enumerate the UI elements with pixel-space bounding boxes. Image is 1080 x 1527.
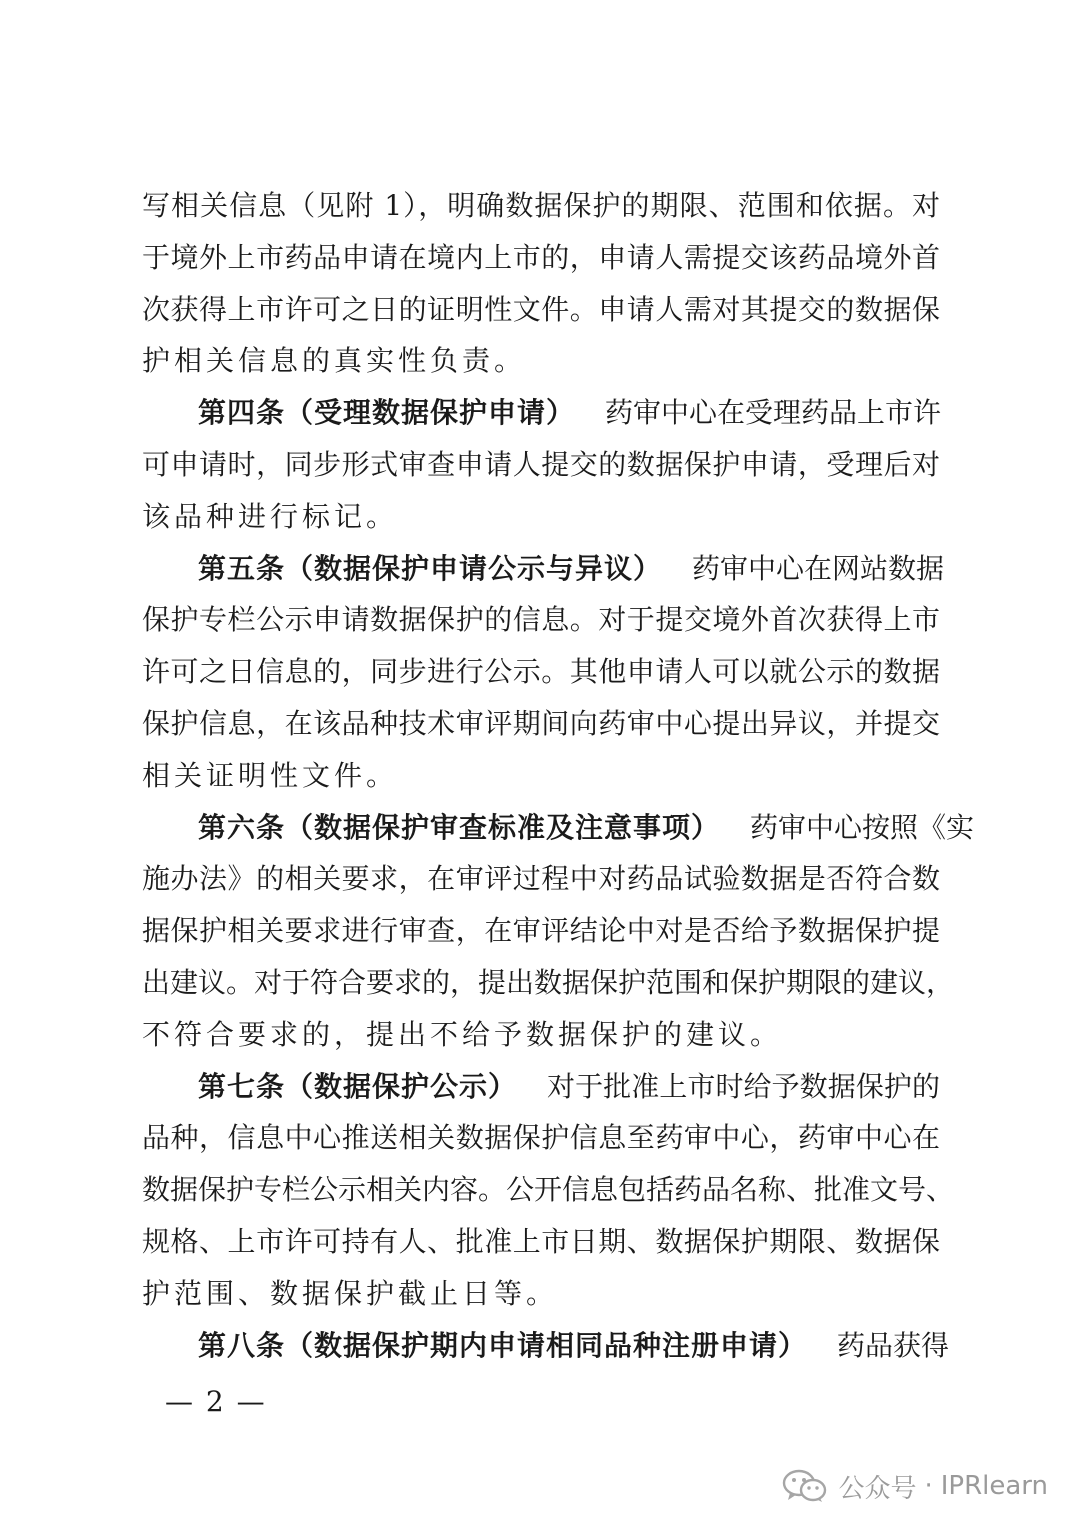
text-line: 不符合要求的，提出不给予数据保护的建议。 <box>142 1017 783 1051</box>
text-line: 据保护相关要求进行审查，在审评结论中对是否给予数据保护提 <box>142 914 940 948</box>
text-line: 于境外上市药品申请在境内上市的，申请人需提交该药品境外首 <box>142 240 940 274</box>
text-line: 品种，信息中心推送相关数据保护信息至药审中心，药审中心在 <box>142 1121 940 1155</box>
wechat-watermark <box>782 1466 1048 1506</box>
text-line: 数据保护专栏公示相关内容。公开信息包括药品名称、批准文号、 <box>142 1173 955 1207</box>
watermark-separator: · <box>924 1471 933 1501</box>
text-line: 保护信息，在该品种技术审评期间向药审中心提出异议，并提交 <box>142 706 940 740</box>
article-heading: 第四条（受理数据保护申请） <box>198 396 576 430</box>
article-heading: 第八条（数据保护期内申请相同品种注册申请） <box>198 1328 808 1362</box>
article-6-first-line: 第六条（数据保护审查标准及注意事项） 药审中心按照《实 <box>142 802 940 854</box>
article-8-first-line: 第八条（数据保护期内申请相同品种注册申请） 药品获得 <box>142 1320 940 1372</box>
text-line: 护范围、数据保护截止日等。 <box>142 1276 559 1310</box>
text-line: 保护专栏公示申请数据保护的信息。对于提交境外首次获得上市 <box>142 603 940 637</box>
wechat-icon <box>782 1469 828 1503</box>
text-line: 许可之日信息的，同步进行公示。其他申请人可以就公示的数据 <box>142 655 940 689</box>
article-7-first-line: 第七条（数据保护公示） 对于批准上市时给予数据保护的 <box>142 1061 940 1113</box>
text-line: 该品种进行标记。 <box>142 499 399 533</box>
text-line: 写相关信息（见附 1），明确数据保护的期限、范围和依据。对 <box>142 189 940 222</box>
text-line: 施办法》的相关要求，在审评过程中对药品试验数据是否符合数 <box>142 862 940 896</box>
watermark-account-name: IPRlearn <box>940 1471 1048 1501</box>
text-line: 规格、上市许可持有人、批准上市日期、数据保护期限、数据保 <box>142 1224 940 1258</box>
page-number: — 2 — <box>165 1385 267 1418</box>
article-4-first-line: 第四条（受理数据保护申请） 药审中心在受理药品上市许 <box>142 387 940 439</box>
text-line: 护相关信息的真实性负责。 <box>142 344 527 378</box>
document-body <box>142 180 975 1371</box>
watermark-account-label: 公众号 <box>838 1473 917 1504</box>
article-5-first-line: 第五条（数据保护申请公示与异议） 药审中心在网站数据 <box>142 543 940 595</box>
text-line: 次获得上市许可之日的证明性文件。申请人需对其提交的数据保 <box>142 292 940 326</box>
article-heading: 第五条（数据保护申请公示与异议） <box>198 551 663 585</box>
article-heading: 第七条（数据保护公示） <box>198 1069 518 1103</box>
text-line: 出建议。对于符合要求的，提出数据保护范围和保护期限的建议， <box>142 965 955 999</box>
article-heading: 第六条（数据保护审查标准及注意事项） <box>198 810 721 844</box>
text-line: 可申请时，同步形式审查申请人提交的数据保护申请，受理后对 <box>142 447 940 481</box>
text-line: 相关证明性文件。 <box>142 758 399 792</box>
